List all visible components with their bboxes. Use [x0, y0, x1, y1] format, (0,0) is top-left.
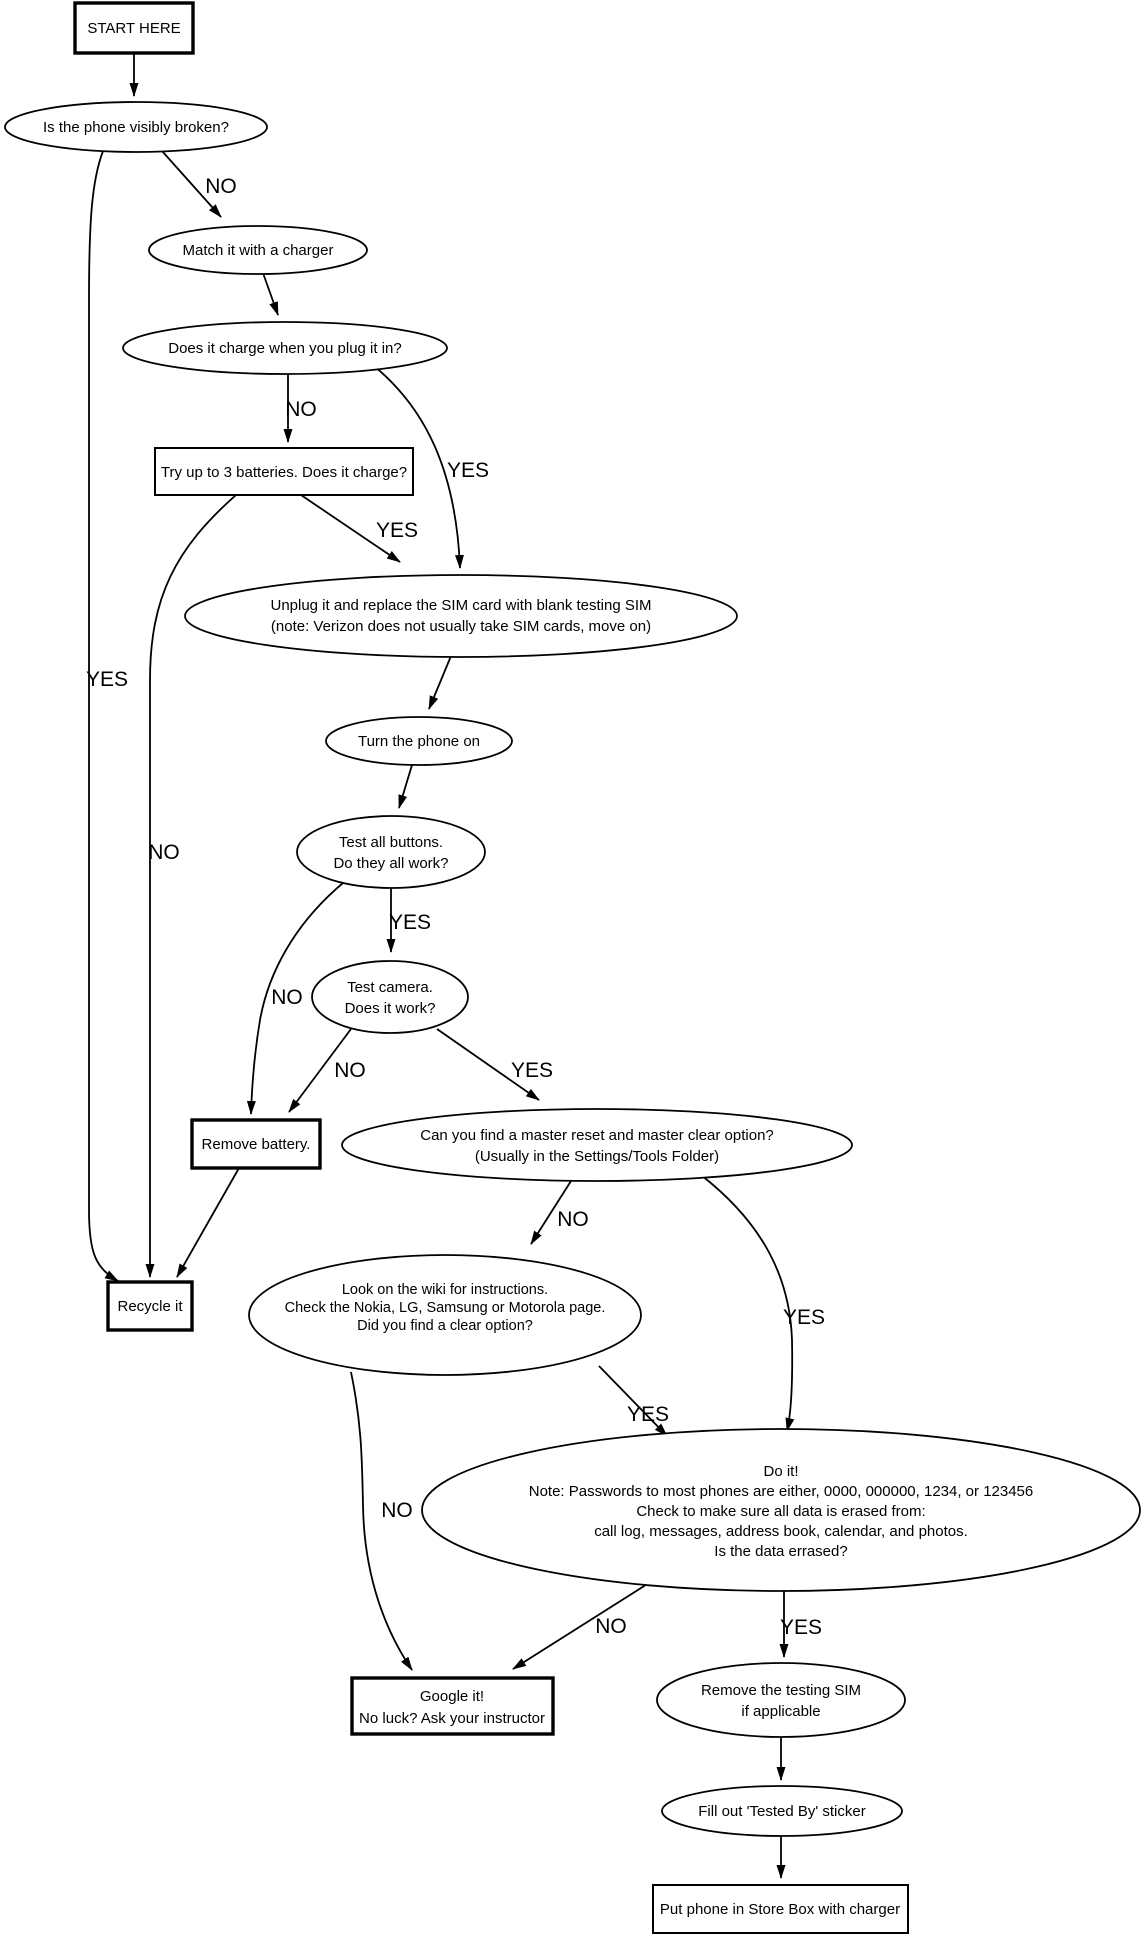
edge-label-broken-no: NO — [205, 175, 237, 198]
replace-sim-line-2: (note: Verizon does not usually take SIM cards, move on) — [270, 618, 652, 635]
edge-label-wiki-yes: YES — [626, 1403, 670, 1426]
test-camera-line-1: Test camera. — [347, 979, 433, 996]
wiki-line-1: Look on the wiki for instructions. — [341, 1282, 549, 1298]
edge-turnon-to-buttons — [399, 765, 412, 808]
replace-sim-ellipse — [185, 575, 737, 657]
edge-label-batteries-yes: YES — [375, 519, 419, 542]
wiki-line-3: Did you find a clear option? — [357, 1318, 533, 1334]
edge-broken-yes-to-recycle — [89, 151, 118, 1281]
edge-label-doit-yes: YES — [779, 1616, 823, 1639]
node-remove-battery — [192, 1120, 320, 1168]
replace-sim-line-1: Unplug it and replace the SIM card with blank testing SIM — [270, 597, 652, 614]
node-google-it — [352, 1678, 553, 1734]
edge-match-to-charge — [263, 273, 278, 315]
edge-sim-to-turnon — [429, 656, 451, 709]
node-tested-by-sticker — [662, 1786, 902, 1836]
match-charger-label: Match it with a charger — [182, 242, 334, 259]
edge-removebattery-to-recycle — [177, 1168, 239, 1277]
node-test-camera — [312, 961, 468, 1033]
recycle-label: Recycle it — [117, 1298, 183, 1315]
node-visibly-broken — [5, 102, 267, 152]
node-replace-sim — [185, 575, 737, 657]
do-it-line-4: call log, messages, address book, calendar, and photos. — [594, 1523, 968, 1540]
edge-label-charge-no: NO — [285, 398, 317, 421]
edge-label-camera-no: NO — [334, 1059, 366, 1082]
master-clear-ellipse — [342, 1109, 852, 1181]
edge-master-yes-to-doit — [701, 1175, 792, 1431]
remove-sim-ellipse — [657, 1663, 905, 1737]
edge-labels — [86, 175, 825, 1639]
node-master-clear — [342, 1109, 852, 1181]
node-test-buttons — [297, 816, 485, 888]
do-it-line-1: Do it! — [763, 1463, 799, 1480]
test-buttons-line-2: Do they all work? — [333, 855, 449, 872]
node-do-it — [422, 1429, 1140, 1591]
try-batteries-label: Try up to 3 batteries. Does it charge? — [160, 464, 408, 481]
remove-sim-line-1: Remove the testing SIM — [700, 1682, 862, 1699]
edge-label-doit-no: NO — [595, 1615, 627, 1638]
edge-label-charge-yes: YES — [446, 459, 490, 482]
edge-label-batteries-no: NO — [148, 841, 180, 864]
node-start — [75, 3, 193, 53]
node-try-batteries — [155, 448, 413, 495]
edge-label-camera-yes: YES — [510, 1059, 554, 1082]
do-it-line-5: Is the data errased? — [714, 1543, 848, 1560]
master-clear-line-2: (Usually in the Settings/Tools Folder) — [474, 1148, 720, 1165]
edge-doit-no-to-google — [513, 1581, 652, 1669]
node-recycle — [108, 1282, 192, 1330]
remove-sim-line-2: if applicable — [741, 1703, 821, 1720]
edge-label-master-no: NO — [557, 1208, 589, 1231]
node-store-box — [653, 1885, 908, 1933]
google-it-line-1: Google it! — [419, 1688, 485, 1705]
edge-label-wiki-no: NO — [381, 1499, 413, 1522]
node-turn-on — [326, 717, 512, 765]
edge-label-broken-yes: YES — [85, 668, 129, 691]
test-camera-line-2: Does it work? — [344, 1000, 436, 1017]
edge-label-buttons-no: NO — [271, 986, 303, 1009]
node-remove-sim — [657, 1663, 905, 1737]
do-it-line-3: Check to make sure all data is erased from: — [636, 1503, 926, 1520]
start-label: START HERE — [87, 20, 181, 37]
turn-on-label: Turn the phone on — [357, 733, 481, 750]
google-it-line-2: No luck? Ask your instructor — [359, 1710, 545, 1727]
node-match-charger — [149, 226, 367, 274]
edge-label-buttons-yes: YES — [388, 911, 432, 934]
test-camera-ellipse — [312, 961, 468, 1033]
edge-label-master-yes: YES — [782, 1306, 826, 1329]
remove-battery-label: Remove battery. — [201, 1136, 311, 1153]
master-clear-line-1: Can you find a master reset and master clear option? — [420, 1127, 774, 1144]
store-box-label: Put phone in Store Box with charger — [659, 1901, 901, 1918]
node-wiki — [249, 1255, 641, 1375]
node-does-it-charge — [123, 322, 447, 374]
tested-by-sticker-label: Fill out 'Tested By' sticker — [698, 1803, 866, 1820]
wiki-line-2: Check the Nokia, LG, Samsung or Motorola page. — [284, 1300, 606, 1316]
do-it-line-2: Note: Passwords to most phones are either, 0000, 000000, 1234, or 123456 — [528, 1483, 1034, 1500]
visibly-broken-label: Is the phone visibly broken? — [43, 119, 229, 136]
test-buttons-line-1: Test all buttons. — [338, 834, 444, 851]
test-buttons-ellipse — [297, 816, 485, 888]
does-it-charge-label: Does it charge when you plug it in? — [168, 340, 402, 357]
